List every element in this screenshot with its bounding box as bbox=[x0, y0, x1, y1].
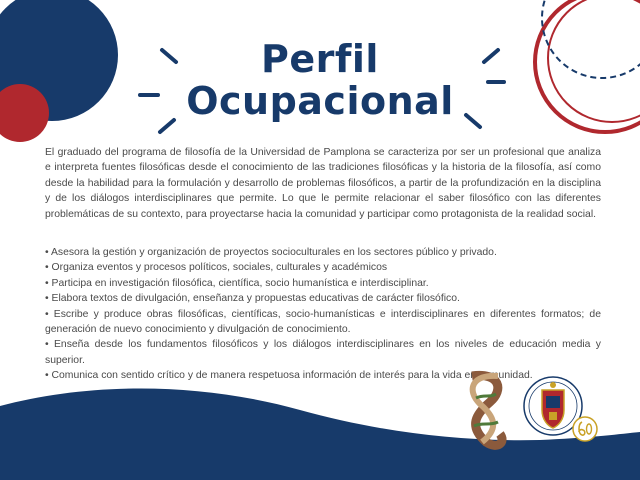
page-title-line1: Perfil bbox=[261, 37, 379, 81]
bullet-item: • Comunica con sentido crítico y de manera respetuosa información de interés para la vida en comunidad. bbox=[45, 370, 533, 382]
bullet-item: • Participa en investigación filosófica, científica, socio humanística e interdisciplinar. bbox=[45, 277, 429, 289]
bullet-item: • Elabora textos de divulgación, enseñanza y propuestas educativas de carácter filosófico. bbox=[45, 293, 460, 305]
bullet-list bbox=[45, 245, 601, 384]
bullet-item: • Asesora la gestión y organización de proyectos socioculturales en los sectores público y privado. bbox=[45, 247, 497, 258]
intro-paragraph: El graduado del programa de filosofía de la Universidad de Pamplona se caracteriza por ser un profesional que analiza e interpreta fuentes filosóficas desde el conocimiento de las tradiciones filosóficas y la historia de la filosofía, así como desde la habilidad para la formulación y desarrollo de problemas filosóficos, a partir de la profundización en la disciplina y de los diálogos interdisciplinares que permite. Lo que le permite relacionar el saber filosófico con las diferentes problemáticas de su contexto, para proyectarse hacia la comunidad y participar como protagonista de la realidad social. bbox=[45, 147, 601, 220]
anniversary-60-badge-icon bbox=[570, 414, 600, 444]
bullet-item: • Organiza eventos y procesos políticos, sociales, culturales y académicos bbox=[45, 262, 388, 274]
program-logo-icon bbox=[460, 368, 510, 452]
page-title bbox=[0, 38, 640, 122]
bullet-item: • Escribe y produce obras filosóficas, científicas, socio-humanísticas e interdisciplinares en diferentes formatos; de generación de nuevo conocimiento y divulgación de conocimiento. bbox=[45, 308, 601, 336]
page-title-line2: Ocupacional bbox=[186, 79, 454, 123]
bullet-item: • Enseña desde los fundamentos filosóficos y los diálogos interdisciplinares en los niveles de educación media y superior. bbox=[45, 339, 601, 366]
